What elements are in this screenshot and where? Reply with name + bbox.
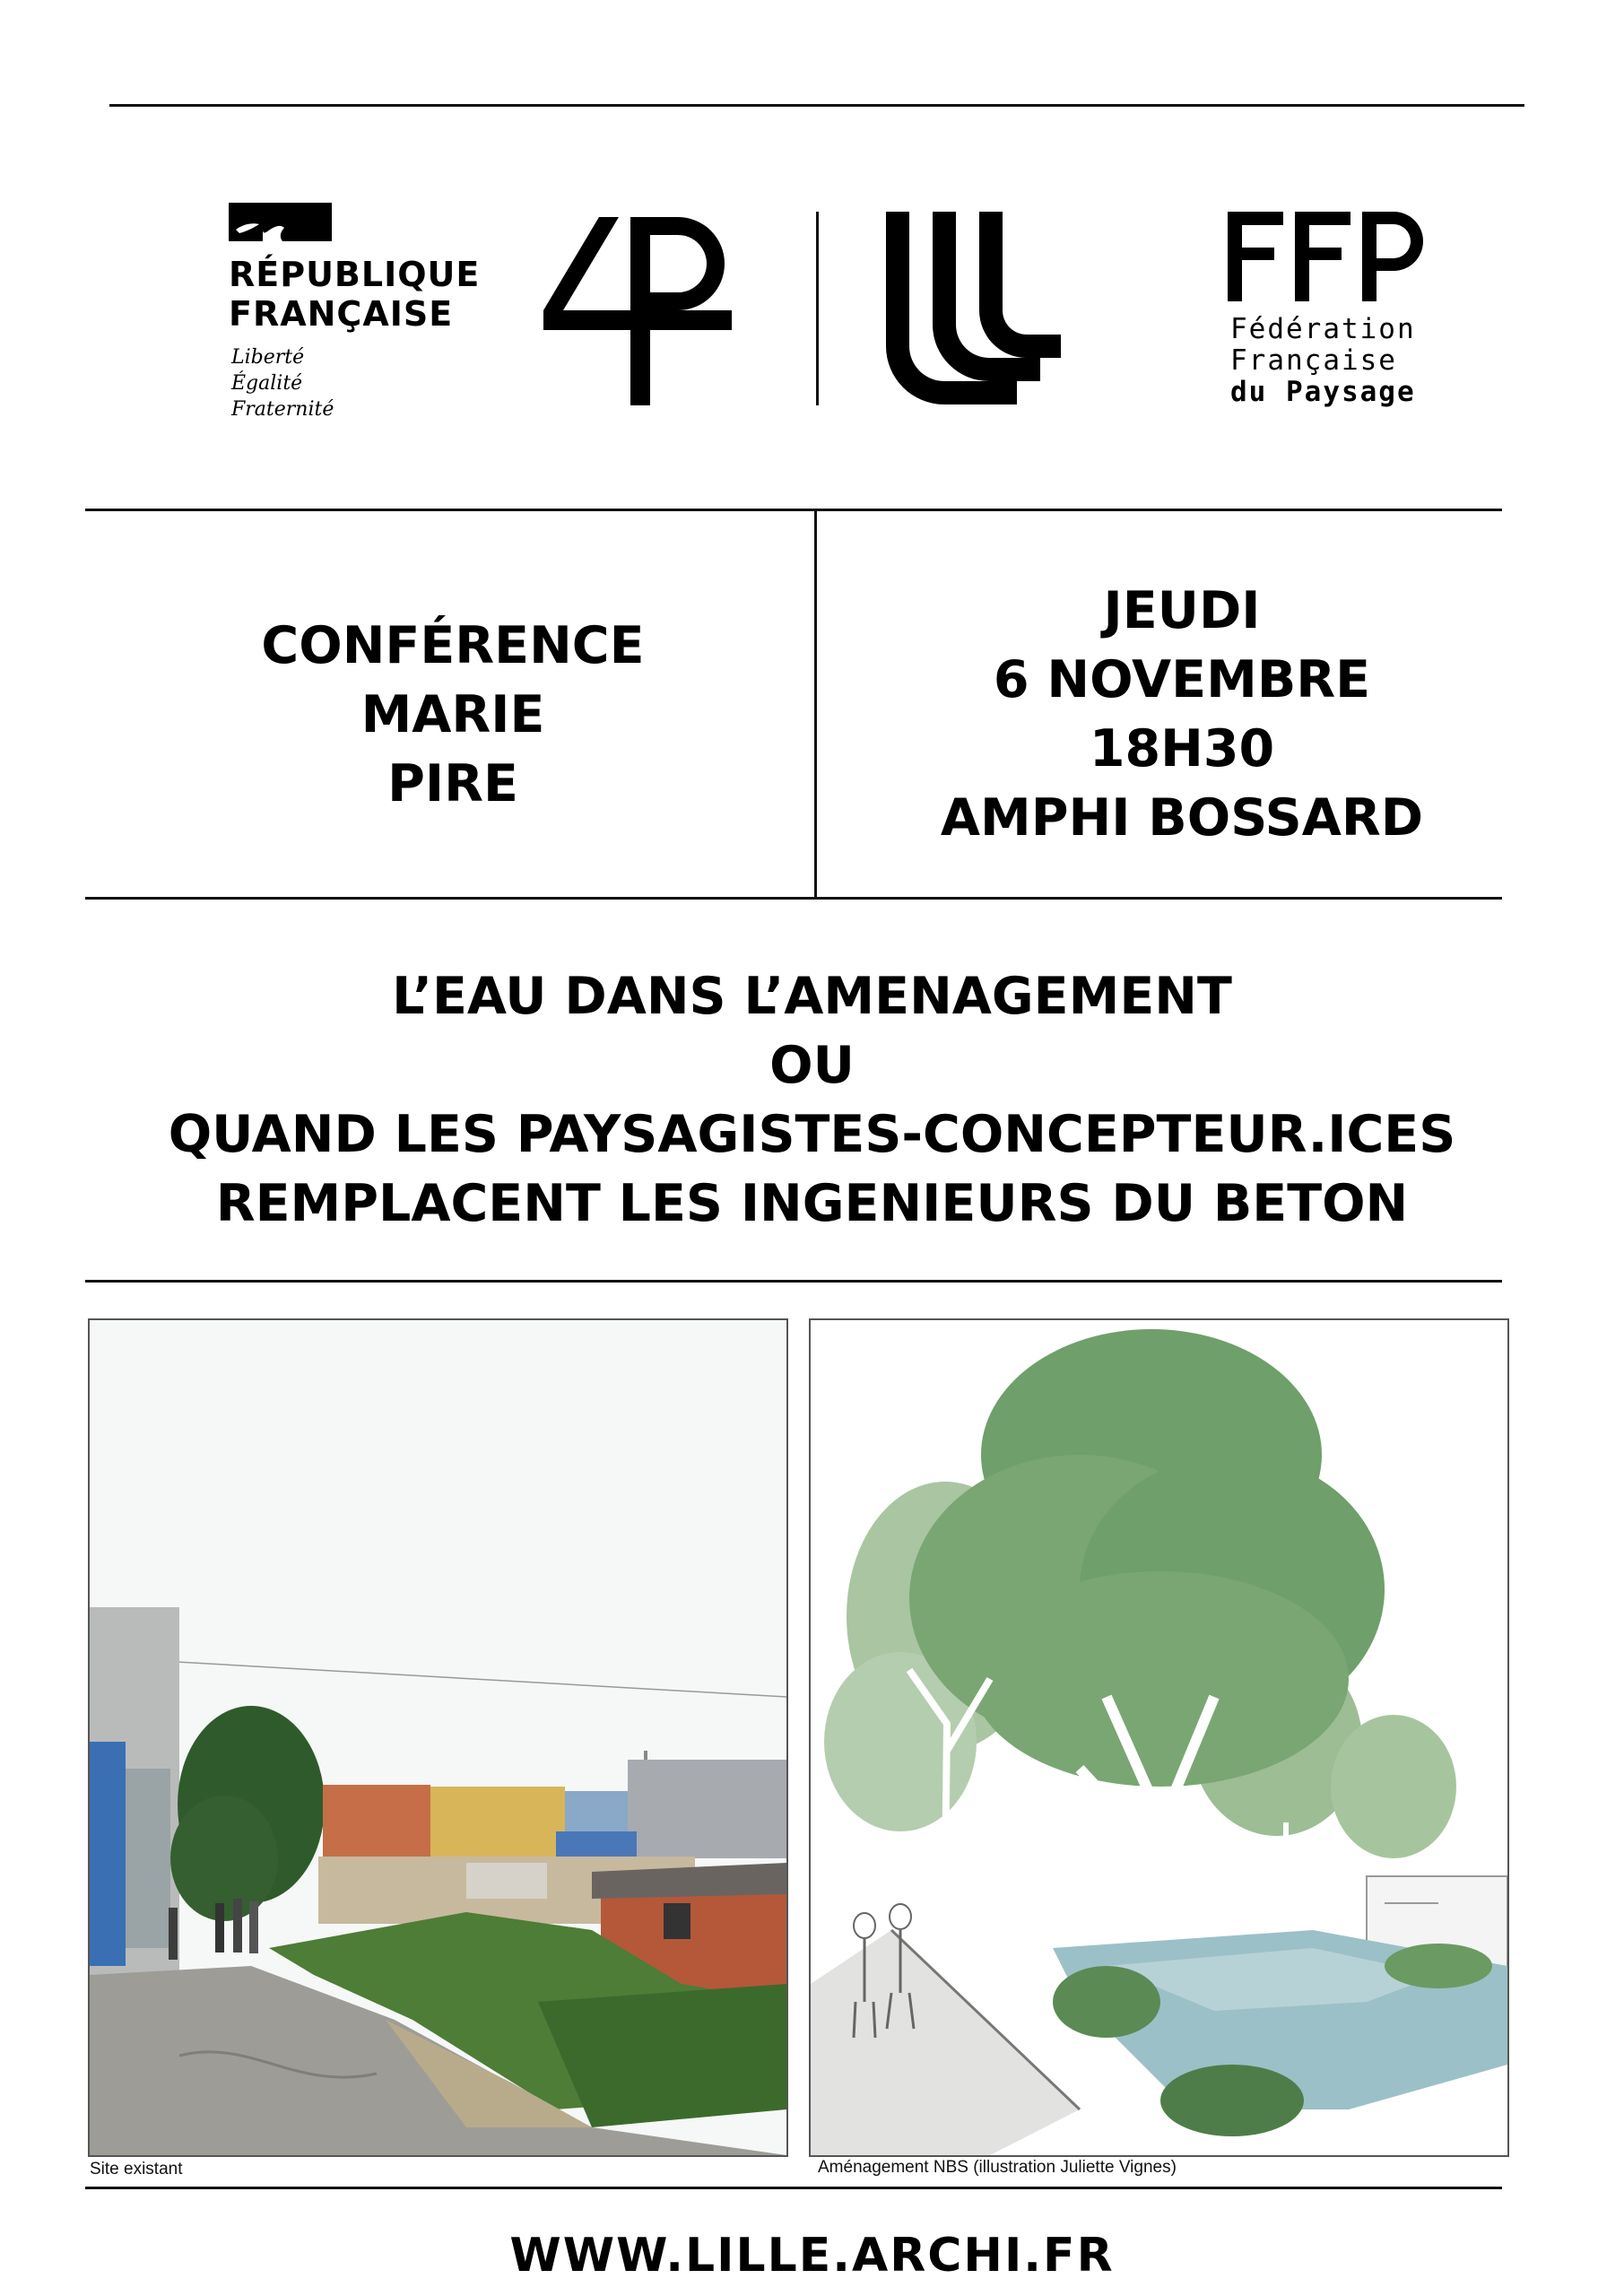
title-bottom-rule — [85, 1280, 1502, 1283]
title-line-2: OU — [769, 1036, 855, 1095]
event-date-place — [823, 577, 1541, 853]
title-line-1: L’EAU DANS L’AMENAGEMENT — [392, 967, 1232, 1026]
nbs-illustration — [809, 1318, 1509, 2157]
republique-francaise-logo — [229, 203, 332, 241]
conference-label: CONFÉRENCE — [261, 616, 645, 675]
speaker-last-name: PIRE — [387, 754, 518, 813]
event-time: 18H30 — [1089, 719, 1275, 778]
ffp-line-3: du Paysage — [1230, 376, 1416, 408]
existing-site-photo — [88, 1318, 788, 2157]
conference-title — [54, 962, 1570, 1239]
event-date: 6 NOVEMBRE — [993, 650, 1371, 709]
republique-francaise-name — [229, 255, 480, 334]
marianne-icon — [229, 203, 332, 241]
event-day: JEUDI — [1103, 581, 1261, 640]
republique-francaise-motto — [231, 344, 334, 422]
top-rule — [109, 104, 1524, 107]
title-line-4: REMPLACENT LES INGENIEURS DU BETON — [215, 1174, 1409, 1233]
images-bottom-rule — [85, 2187, 1502, 2189]
lille-school-logo — [886, 212, 1061, 404]
title-line-3: QUAND LES PAYSAGISTES-CONCEPTEUR.ICES — [168, 1105, 1456, 1164]
ffp-subtitle — [1230, 314, 1416, 408]
ffp-logo — [1228, 212, 1425, 301]
logo-divider — [816, 212, 819, 405]
ap-school-logo — [543, 210, 741, 405]
motto-egalite: Égalité — [231, 372, 303, 395]
info-top-rule — [85, 509, 1502, 511]
event-venue: AMPHI BOSSARD — [940, 788, 1424, 848]
rf-line-1: RÉPUBLIQUE — [229, 255, 481, 294]
ffp-line-2: Française — [1230, 344, 1397, 377]
rf-line-2: FRANÇAISE — [229, 294, 454, 334]
existing-site-caption: Site existant — [90, 2160, 183, 2179]
motto-fraternite: Fraternité — [231, 398, 334, 421]
motto-liberte: Liberté — [231, 346, 305, 369]
info-bottom-rule — [85, 897, 1502, 900]
nbs-illustration-caption: Aménagement NBS (illustration Juliette Vignes) — [818, 2158, 1177, 2177]
conference-speaker — [85, 612, 821, 819]
website-url[interactable]: WWW.LILLE.ARCHI.FR — [509, 2229, 1115, 2283]
speaker-first-name: MARIE — [360, 685, 545, 744]
ffp-line-1: Fédération — [1230, 313, 1416, 345]
